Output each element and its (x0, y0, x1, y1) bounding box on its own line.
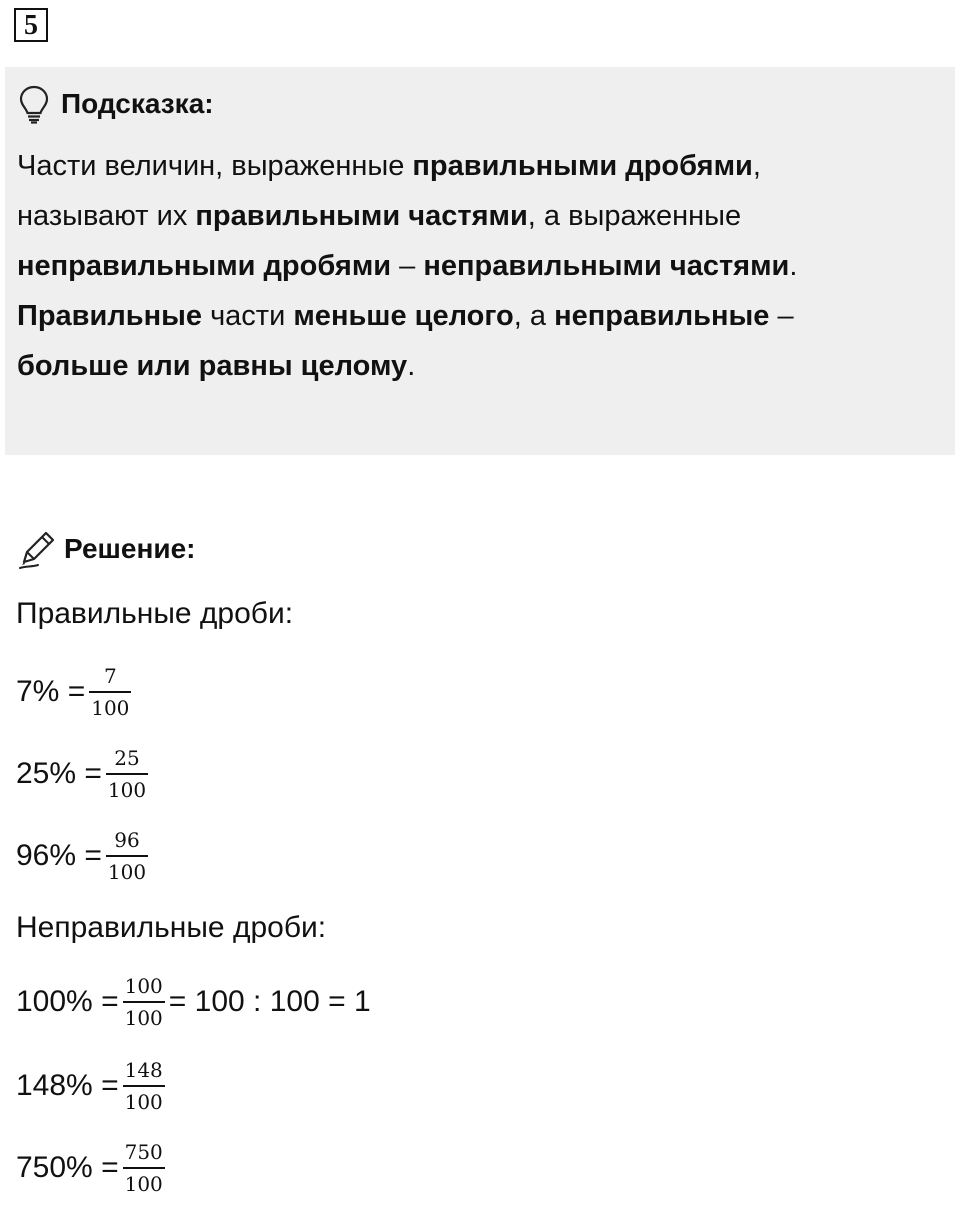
hint-bold-text: неправильные (554, 300, 770, 332)
hint-box (5, 67, 955, 455)
equation-left: 25% = (16, 757, 102, 790)
equation-row (16, 746, 152, 802)
equation-row (16, 974, 371, 1030)
fraction-denominator: 100 (123, 1085, 165, 1113)
hint-bold-text: Правильные (17, 300, 203, 332)
lightbulb-icon (17, 84, 51, 124)
hint-bold-text: правильными дробями (412, 150, 753, 182)
fraction-numerator: 25 (114, 746, 140, 770)
fraction (123, 1059, 165, 1113)
fraction (106, 829, 148, 883)
fraction (123, 975, 165, 1029)
hint-text-run: части (202, 300, 294, 332)
hint-text-run: – (769, 300, 794, 332)
equation-left: 750% = (16, 1151, 119, 1184)
hint-text-run: Части величин, выраженные (17, 150, 413, 182)
hint-bold-text: правильными частями (195, 200, 528, 232)
hint-text-run: , а выраженные (527, 200, 742, 232)
equation-tail: = 100 : 100 = 1 (168, 985, 371, 1018)
equation-left: 100% = (16, 985, 119, 1018)
improper-fractions-heading: Неправильные дроби: (16, 911, 327, 944)
fraction (89, 665, 131, 719)
pencil-icon (16, 528, 58, 570)
hint-bold-text: неправильными дробями (17, 250, 392, 282)
hint-line (17, 191, 943, 241)
fraction-denominator: 100 (123, 1167, 165, 1195)
hint-bold-text: больше или равны целому (17, 350, 408, 382)
equation-row (16, 1140, 169, 1196)
solution-header (16, 526, 195, 572)
hint-line (17, 141, 943, 191)
equation-left: 7% = (16, 675, 86, 708)
fraction-denominator: 100 (89, 691, 131, 719)
hint-text-run: называют их (17, 200, 196, 232)
hint-text-run: . (789, 250, 798, 282)
fraction-denominator: 100 (106, 773, 148, 801)
fraction-numerator: 100 (124, 974, 163, 998)
proper-fractions-heading: Правильные дроби: (16, 597, 294, 630)
hint-line (17, 341, 943, 391)
hint-text-run: – (391, 250, 424, 282)
hint-text-run: , (752, 150, 761, 182)
hint-bold-text: неправильными частями (423, 250, 790, 282)
equation-row (16, 828, 152, 884)
equation-row (16, 1058, 169, 1114)
equation-left: 96% = (16, 839, 102, 872)
solution-title: Решение: (64, 533, 196, 564)
hint-bold-text: меньше целого (293, 300, 514, 332)
hint-title: Подсказка: (61, 88, 214, 119)
hint-text-run: . (407, 350, 416, 382)
fraction-numerator: 148 (124, 1058, 163, 1082)
hint-line (17, 241, 943, 291)
fraction-numerator: 96 (114, 828, 140, 852)
equation-left: 148% = (16, 1069, 119, 1102)
hint-line (17, 291, 943, 341)
equation-row (16, 664, 135, 720)
fraction-numerator: 7 (103, 664, 117, 688)
fraction-numerator: 750 (124, 1140, 163, 1164)
hint-text (17, 141, 943, 391)
fraction-denominator: 100 (106, 855, 148, 883)
hint-header (17, 77, 943, 131)
task-number: 5 (14, 8, 48, 42)
hint-text-run: , а (513, 300, 555, 332)
fraction-denominator: 100 (123, 1001, 165, 1029)
fraction (106, 747, 148, 801)
fraction (123, 1141, 165, 1195)
